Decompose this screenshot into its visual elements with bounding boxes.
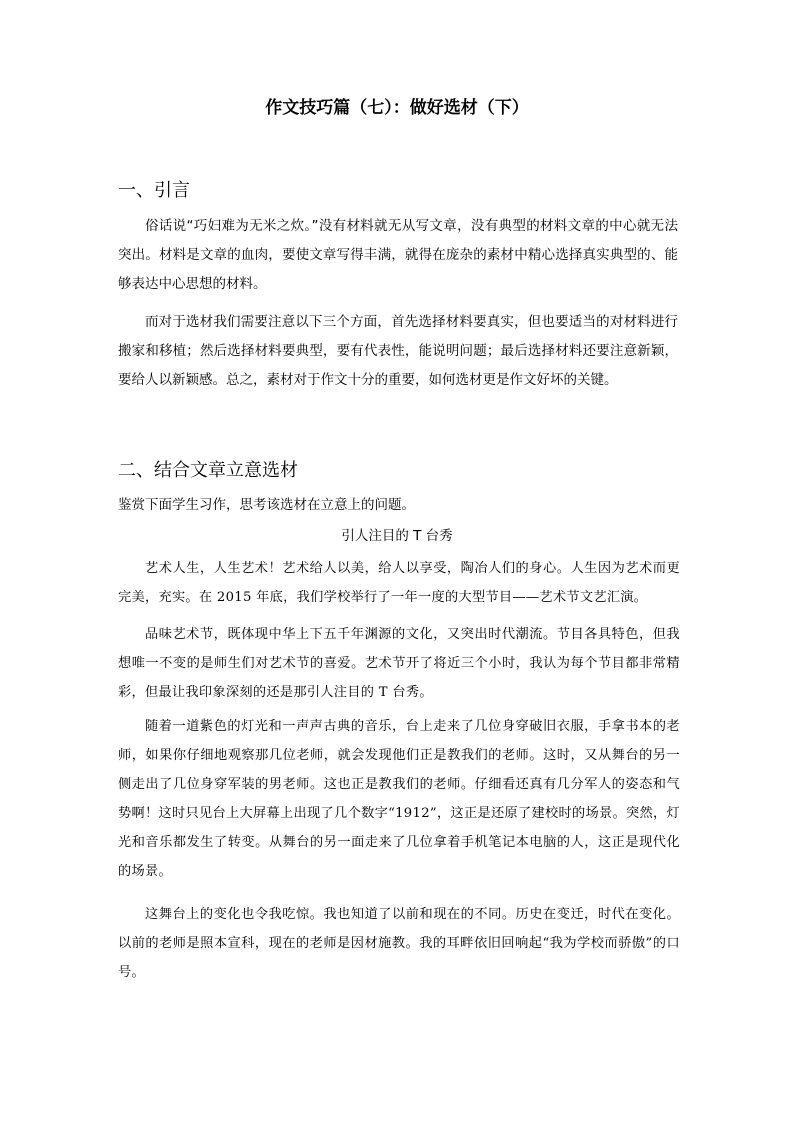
essay-paragraph: 随着一道紫色的灯光和一声声古典的音乐，台上走来了几位身穿破旧衣服，手拿书本的老师，如果你仔细地观察那几位老师，就会发现他们正是教我们的老师。这时，又从舞台的另一侧走出了几位身穿军装的男老师。这也正是教我们的老师。仔细看还真有几分军人的姿态和气势啊！这时只见台上大屏幕上出现了几个数字“1912”，这正是还原了建校时的场景。突然，灯光和音乐都发生了转变。从舞台的另一面走来了几位拿着手机笔记本电脑的人，这正是现代化的场景。 [118, 719, 680, 879]
essay-paragraph: 艺术人生，人生艺术！艺术给人以美，给人以享受，陶冶人们的身心。人生因为艺术而更完美，充实。在 2015 年底，我们学校举行了一年一度的大型节目——艺术节文艺汇演。 [118, 561, 680, 605]
essay-paragraph: 这舞台上的变化也令我吃惊。我也知道了以前和现在的不同。历史在变迁，时代在变化。以前的老师是照本宣科，现在的老师是因材施教。我的耳畔依旧回响起“我为学校而骄傲”的口号。 [118, 907, 680, 980]
essay-paragraph: 品味艺术节，既体现中华上下五千年渊源的文化，又突出时代潮流。节目各具特色，但我想唯一不变的是师生们对艺术节的喜爱。艺术节开了将近三个小时，我认为每个节目都非常精彩，但最让我印象深刻的还是那引人注目的 T 台秀。 [118, 627, 680, 700]
intro-paragraph: 而对于选材我们需要注意以下三个方面，首先选择材料要真实，但也要适当的对材料进行搬家和移植；然后选择材料要典型，要有代表性，能说明问题；最后选择材料还要注意新颖，要给人以新颖感。总之，素材对于作文十分的重要，如何选材更是作文好坏的关键。 [118, 314, 678, 388]
essay-title: 引人注目的 T 台秀 [341, 528, 453, 544]
section-heading-material-selection: 二、结合文章立意选材 [118, 460, 298, 481]
intro-paragraph: 俗话说“巧妇难为无米之炊。”没有材料就无从写文章，没有典型的材料文章的中心就无法突出。材料是文章的血肉，要使文章写得丰满，就得在庞杂的素材中精心选择真实典型的、能够表达中心思想的材料。 [118, 218, 678, 292]
section-heading-introduction: 一、引言 [118, 180, 190, 201]
exercise-prompt: 鉴赏下面学生习作，思考该选材在立意上的问题。 [118, 497, 415, 513]
document-title: 作文技巧篇（七）：做好选材（下） [265, 98, 529, 118]
